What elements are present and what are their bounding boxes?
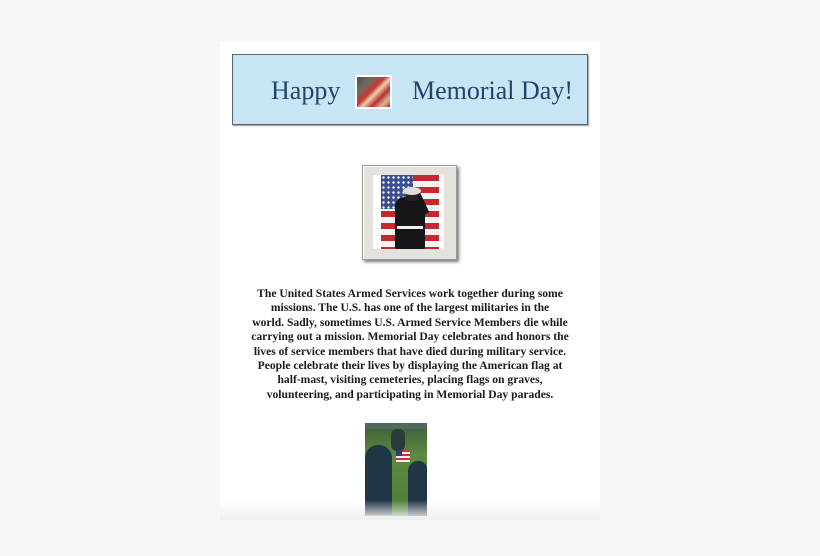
paragraph-line: carrying out a mission. Memorial Day celebrates and honors the: [251, 330, 569, 344]
document-page: [220, 41, 600, 516]
saluting-soldier-image: [373, 175, 444, 249]
paragraph-line: half-mast, visiting cemeteries, placing flags on graves,: [277, 373, 543, 387]
banner-title-happy: Happy: [271, 76, 341, 105]
flag-collage-image: [355, 75, 392, 109]
paragraph-line: volunteering, and participating in Memorial Day parades.: [266, 387, 554, 401]
saluting-soldier-photo-frame: [362, 165, 457, 260]
paragraph-line: world. Sadly, sometimes U.S. Armed Service Members die while: [252, 315, 568, 329]
paragraph-line: People celebrate their lives by displaying the American flag at: [257, 359, 563, 373]
paragraph-line: missions. The U.S. has one of the largest militaries in the: [270, 301, 550, 315]
paragraph-line: The United States Armed Services work together during some: [257, 287, 563, 300]
banner-title-memorial-day: Memorial Day!: [412, 76, 574, 105]
title-banner: [232, 54, 588, 125]
flag-icon: [396, 450, 410, 462]
memorial-day-paragraph: [228, 287, 592, 402]
paragraph-line: lives of service members that have died during military service.: [253, 344, 567, 358]
page-fade: [220, 500, 600, 520]
